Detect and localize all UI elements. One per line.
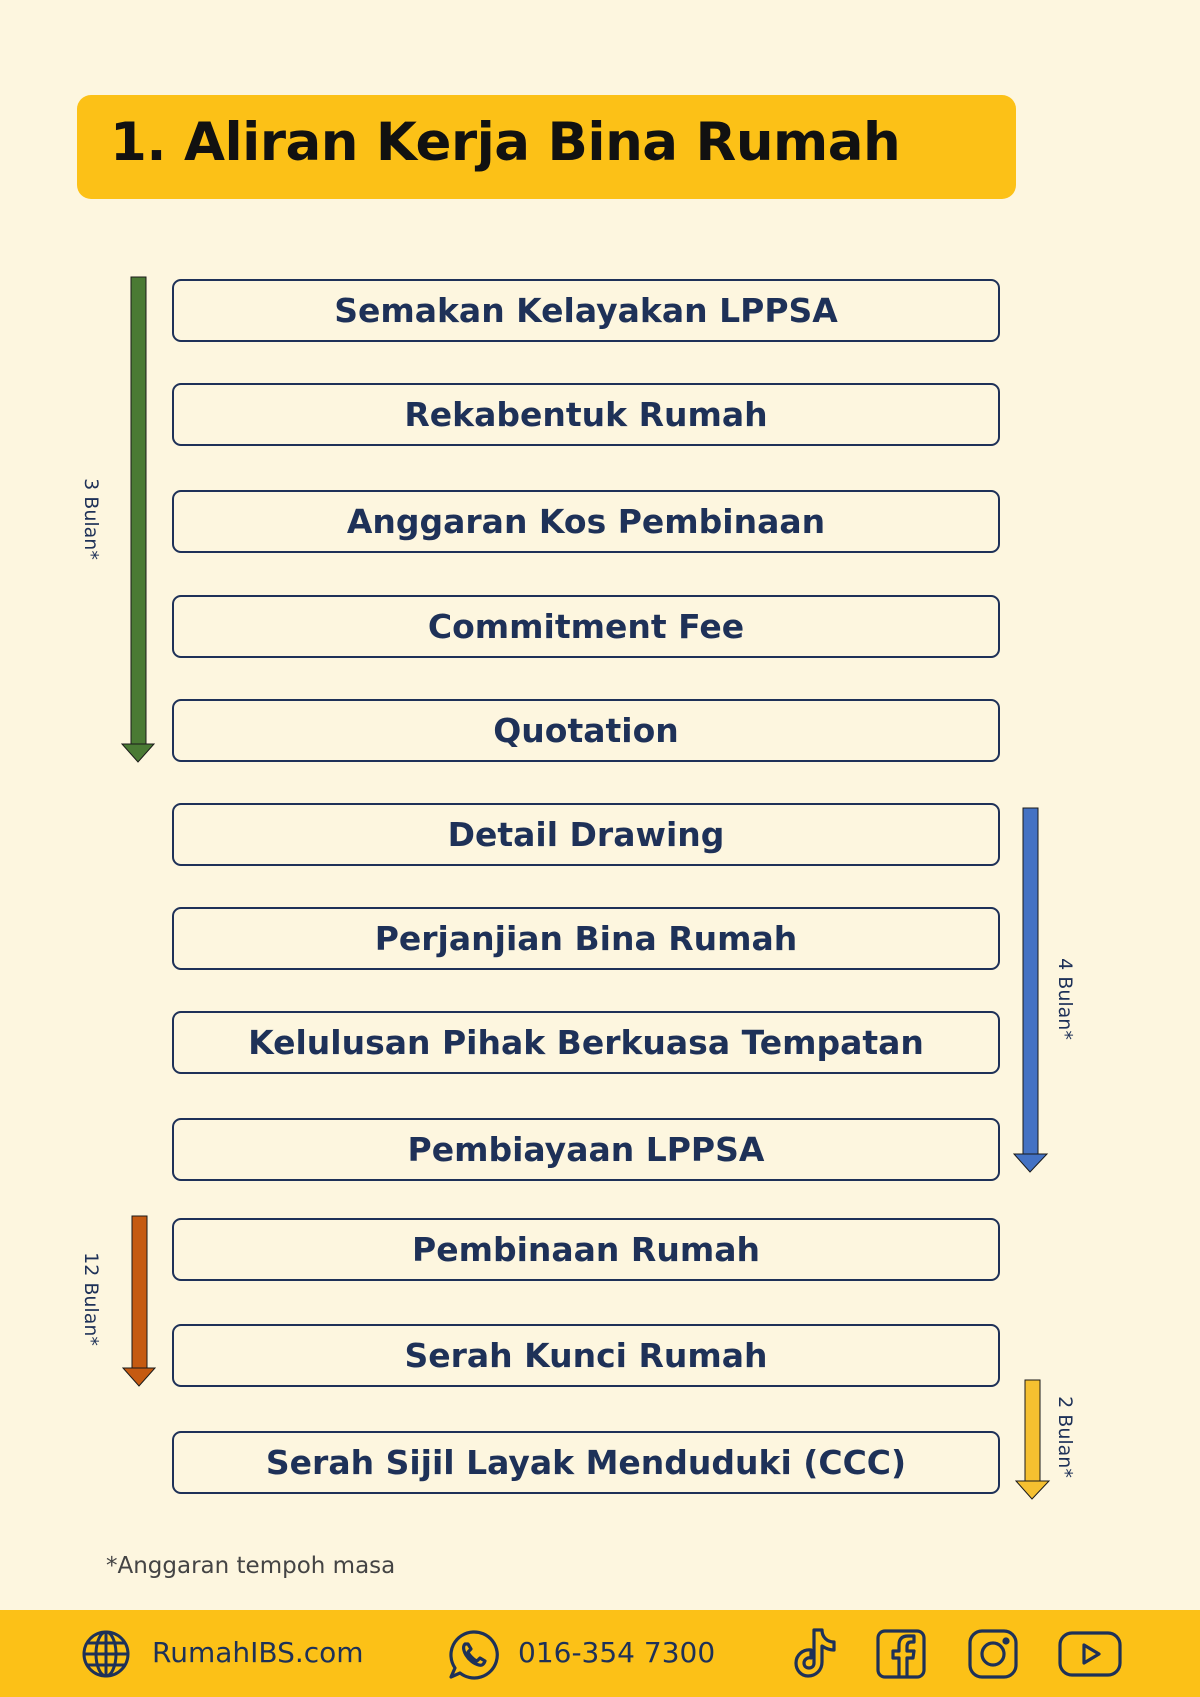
whatsapp-icon[interactable]	[446, 1628, 500, 1682]
step-pembiayaan-lppsa: Pembiayaan LPPSA	[172, 1118, 1000, 1181]
phase2-arrow	[1013, 808, 1049, 1174]
facebook-icon[interactable]	[875, 1628, 927, 1680]
phase3-duration-label: 12 Bulan*	[79, 1252, 102, 1346]
phase3-arrow	[121, 1216, 157, 1388]
step-kelulusan-pbt: Kelulusan Pihak Berkuasa Tempatan	[172, 1011, 1000, 1074]
step-commitment-fee: Commitment Fee	[172, 595, 1000, 658]
phase1-duration-label: 3 Bulan*	[79, 478, 102, 560]
step-serah-kunci: Serah Kunci Rumah	[172, 1324, 1000, 1387]
step-perjanjian-bina-rumah: Perjanjian Bina Rumah	[172, 907, 1000, 970]
youtube-icon[interactable]	[1057, 1630, 1123, 1678]
footnote: *Anggaran tempoh masa	[106, 1553, 396, 1579]
instagram-icon[interactable]	[967, 1628, 1019, 1680]
phase1-arrow	[120, 277, 156, 764]
tiktok-icon[interactable]	[793, 1626, 839, 1680]
step-serah-sijil-ccc: Serah Sijil Layak Menduduki (CCC)	[172, 1431, 1000, 1494]
step-quotation: Quotation	[172, 699, 1000, 762]
website-link[interactable]: RumahIBS.com	[152, 1636, 364, 1669]
step-anggaran-kos: Anggaran Kos Pembinaan	[172, 490, 1000, 553]
step-detail-drawing: Detail Drawing	[172, 803, 1000, 866]
phase4-arrow	[1015, 1380, 1051, 1501]
step-rekabentuk-rumah: Rekabentuk Rumah	[172, 383, 1000, 446]
phase2-duration-label: 4 Bulan*	[1053, 958, 1076, 1040]
step-semakan-kelayakan: Semakan Kelayakan LPPSA	[172, 279, 1000, 342]
step-pembinaan-rumah: Pembinaan Rumah	[172, 1218, 1000, 1281]
globe-icon[interactable]	[80, 1628, 132, 1680]
phase4-duration-label: 2 Bulan*	[1053, 1396, 1076, 1478]
page-title: 1. Aliran Kerja Bina Rumah	[110, 112, 901, 173]
phone-number[interactable]: 016-354 7300	[518, 1636, 716, 1669]
